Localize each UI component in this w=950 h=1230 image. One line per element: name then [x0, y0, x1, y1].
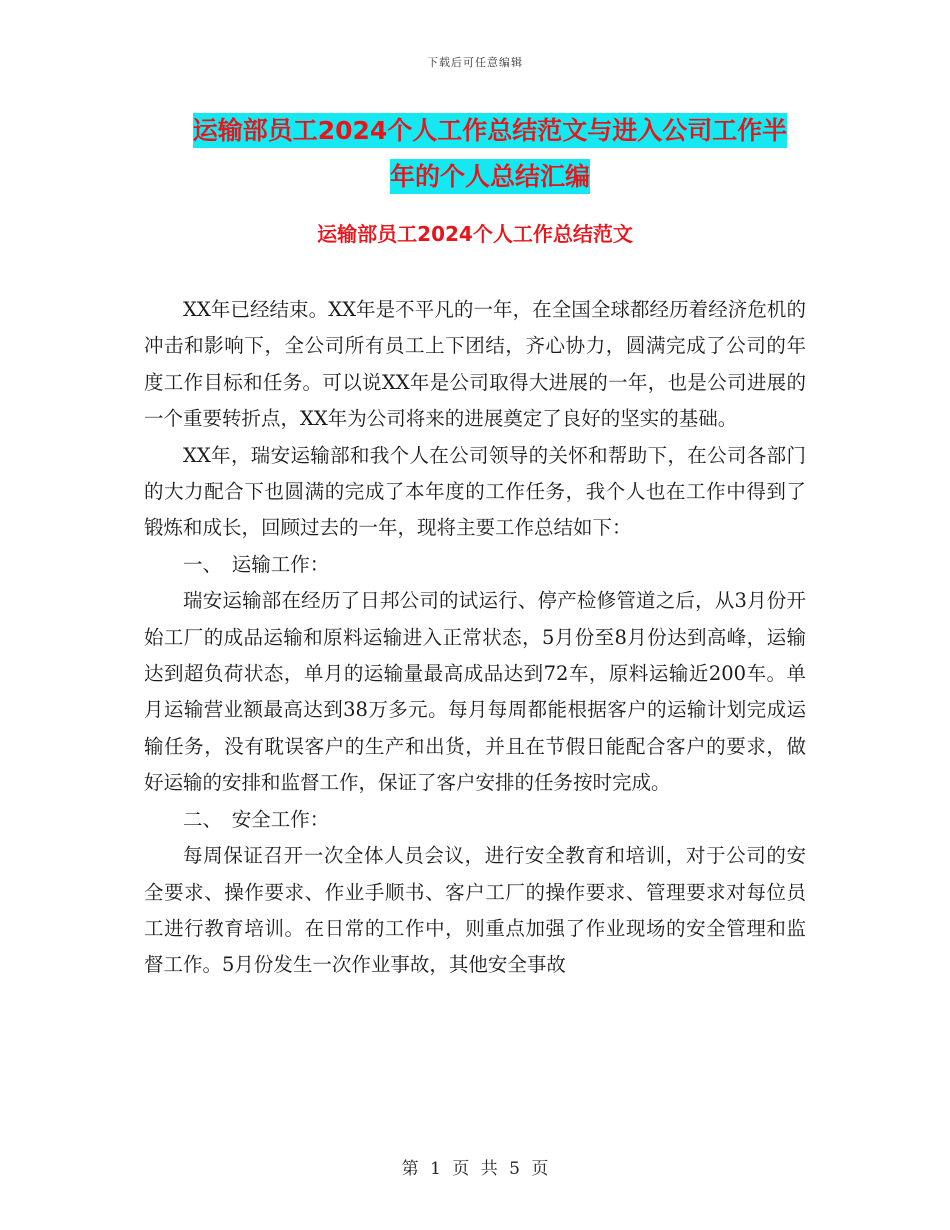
- body-text: [144, 292, 806, 984]
- heading-transport: 一、 运输工作：: [183, 552, 330, 576]
- paragraph-3: 瑞安运输部在经历了日邦公司的试运行、停产检修管道之后，从3月份开始工厂的成品运输和原料运输进入正常状态，5月份至8月份达到高峰，运输达到超负荷状态，单月的运输量最高成品达到72车，原料运输近200车。单月运输营业额最高达到38万多元。每月每周都能根据客户的运输计划完成运输任务，没有耽误客户的生产和出货，并且在节假日能配合客户的要求，做好运输的安排和监督工作，保证了客户安排的任务按时完成。: [144, 589, 806, 795]
- paragraph-2: XX年，瑞安运输部和我个人在公司领导的关怀和帮助下，在公司各部门的大力配合下也圆满的完成了本年度的工作任务，我个人也在工作中得到了锻炼和成长，回顾过去的一年，现将主要工作总结如下：: [144, 443, 806, 540]
- document-title-line-1: [150, 108, 830, 154]
- heading-safety: 二、 安全工作：: [183, 807, 330, 831]
- paragraph-1: XX年已经结束。XX年是不平凡的一年，在全国全球都经历着经济危机的冲击和影响下，全公司所有员工上下团结，齐心协力，圆满完成了公司的年度工作目标和任务。可以说XX年是公司取得大进展的一年，也是公司进展的一个重要转折点，XX年为公司将来的进展奠定了良好的坚实的基础。: [144, 298, 806, 431]
- page-header-note: 下载后可任意编辑: [427, 56, 523, 69]
- page-number: 第 1 页 共 5 页: [401, 1159, 549, 1179]
- paragraph-4: 每周保证召开一次全体人员会议，进行安全教育和培训，对于公司的安全要求、操作要求、作业手顺书、客户工厂的操作要求、管理要求对每位员工进行教育培训。在日常的工作中，则重点加强了作业现场的安全管理和监督工作。5月份发生一次作业事故，其他安全事故: [144, 844, 806, 977]
- section-title: 运输部员工2024个人工作总结范文: [317, 222, 633, 246]
- title-highlight-1: 运输部员工2024个人工作总结范文与进入公司工作半: [193, 113, 788, 148]
- document-title: [150, 108, 830, 200]
- title-highlight-2: 年的个人总结汇编: [390, 159, 590, 194]
- document-title-line-2: [150, 154, 830, 200]
